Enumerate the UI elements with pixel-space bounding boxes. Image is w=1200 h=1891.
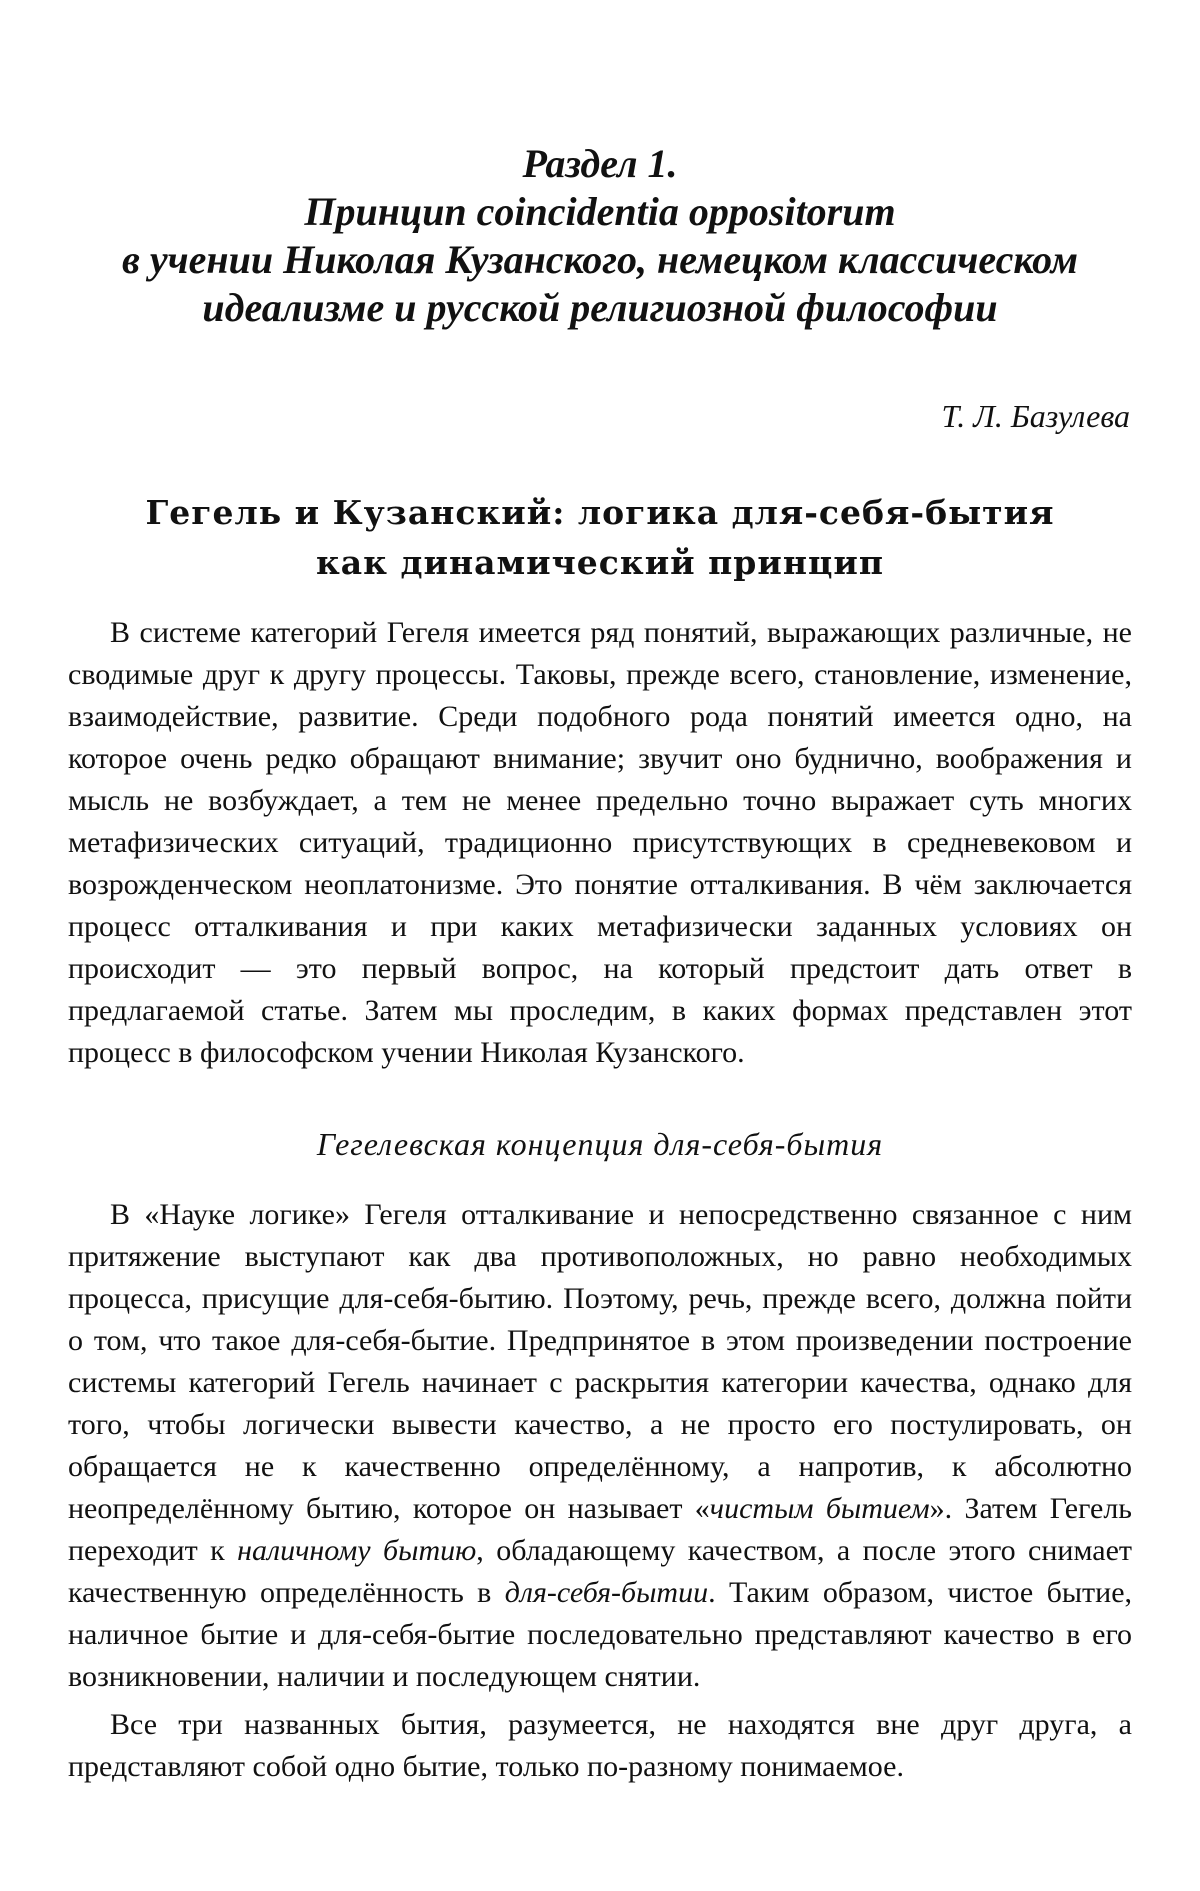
section-title-line: Принцип coincidentia oppositorum <box>304 189 896 234</box>
emphasis-text: для-себя-бытии <box>504 1576 709 1609</box>
intro-block <box>68 612 1132 1074</box>
main-text-block <box>68 1194 1132 1788</box>
author-name: Т. Л. Базулева <box>941 398 1130 434</box>
emphasis-text: наличному бытию <box>237 1534 477 1567</box>
subheading: Гегелевская концепция для-себя-бытия <box>316 1126 884 1162</box>
article-title-line: Гегель и Кузанский: логика для-себя-бытия <box>145 493 1055 532</box>
article-title-line: как динамический принцип <box>315 543 885 582</box>
text-run: . Таким образом, чистое бытие, наличное бытие и для-себя-бытие последовательно представляют качество в его возникновении, наличии и последующем снятии. <box>68 1576 1133 1693</box>
text-run: В «Науке логике» Гегеля отталкивание и непосредственно связанное с ним притяжение выступают как два противоположных, но равно необходимых процесса, присущие для-себя-бытию. Поэтому, речь, прежде всего, должна пойти о том, что такое для-себя-бытие. Предпринятое в этом произведении построение системы категорий Гегель начинает с раскрытия категории качества, однако для того, чтобы логически вывести качество, а не просто его постулировать, он обращается не к качественно определённому, а напротив, к абсолютно неопределённому бытию, которое он называет « <box>68 1198 1132 1525</box>
article-title <box>60 488 1140 588</box>
paragraph: В системе категорий Гегеля имеется ряд понятий, выражающих различные, не сводимые друг к другу процессы. Таковы, прежде всего, становление, изменение, взаимодействие, развитие. Среди подобного рода понятий имеется одно, на которое очень редко обращают внимание; звучит оно буднично, воображения и мысль не возбуждает, а тем не менее предельно точно выражает суть многих метафизических ситуаций, традиционно присутствующих в средневековом и возрожденческом неоплатонизме. Это понятие отталкивания. В чём заключается процесс отталкивания и при каких метафизически заданных условиях он происходит — это первый вопрос, на который предстоит дать ответ в предлагаемой статье. Затем мы проследим, в каких формах представлен этот процесс в философском учении Николая Кузанского. <box>68 616 1132 1069</box>
text-run: ». Затем Гегель переходит к <box>68 1492 1132 1567</box>
paragraph: Все три названных бытия, разумеется, не находятся вне друг друга, а представляют собой одно бытие, только по-разному понимаемое. <box>68 1708 1132 1783</box>
paragraph <box>68 1194 1132 1698</box>
text-run: , обладающему качеством, а после этого снимает качественную определённость в <box>68 1534 1132 1609</box>
section-number: Раздел 1. <box>522 141 678 186</box>
emphasis-text: чистым бытием <box>709 1492 930 1525</box>
section-heading <box>60 140 1140 332</box>
section-title-line: идеализме и русской религиозной философии <box>202 285 998 330</box>
section-title-line: в учении Николая Кузанского, немецком классическом <box>122 237 1078 282</box>
